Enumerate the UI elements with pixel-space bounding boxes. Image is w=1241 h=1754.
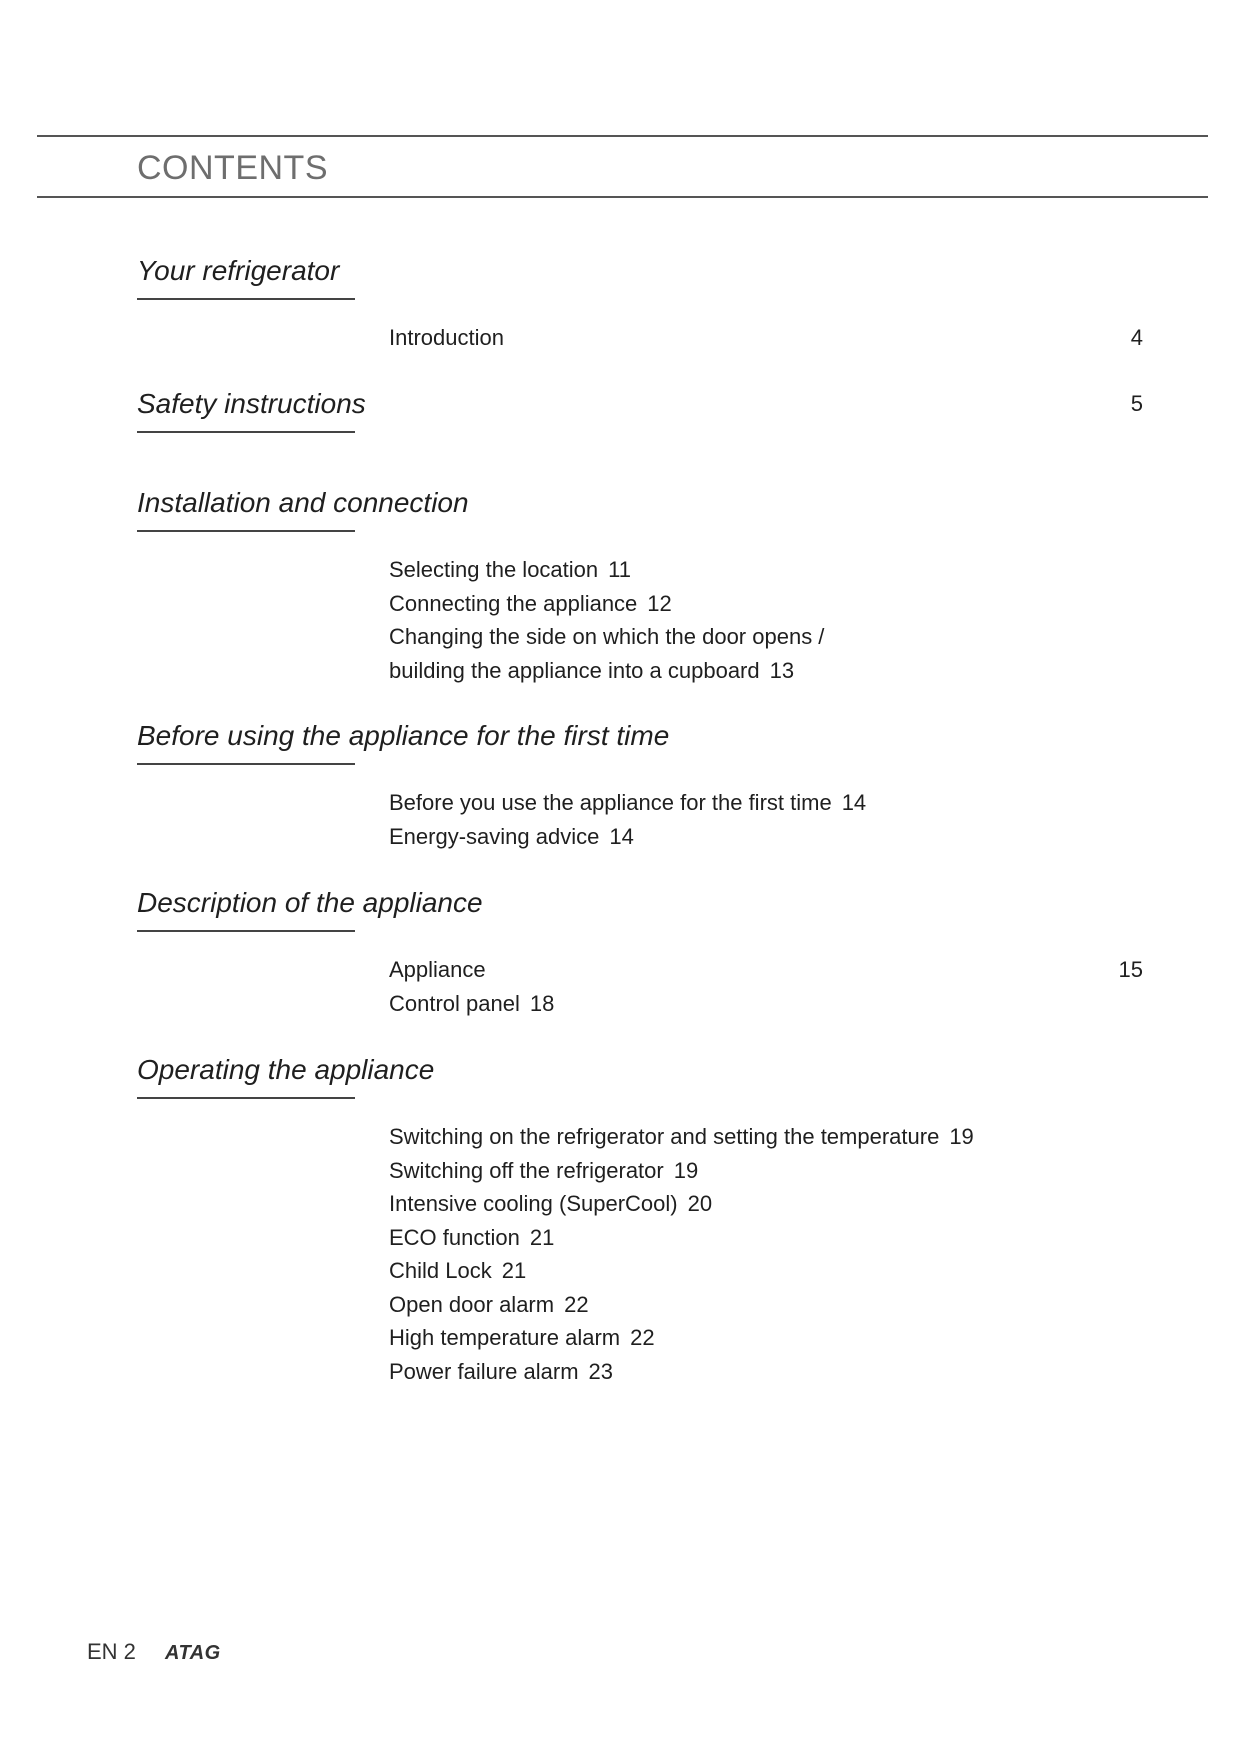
toc-entry-label: Switching off the refrigerator <box>389 1157 664 1183</box>
toc-entry-label: Changing the side on which the door opens / <box>389 624 825 649</box>
toc-entry[interactable] <box>389 1187 1149 1221</box>
section-heading: Before using the appliance for the first time <box>137 720 670 751</box>
toc-section-your-refrigerator <box>137 254 1137 300</box>
section-underline <box>137 431 355 433</box>
header-rule-top <box>37 135 1208 137</box>
section-underline <box>137 530 355 532</box>
toc-entry[interactable] <box>389 786 1149 820</box>
toc-entry[interactable] <box>389 1321 1149 1355</box>
toc-entry-page: 4 <box>1130 325 1143 350</box>
toc-entry[interactable] <box>389 1120 1149 1154</box>
toc-entry[interactable] <box>389 1355 1149 1389</box>
toc-entry[interactable] <box>389 1254 1149 1288</box>
section-heading: Safety instructions <box>137 388 366 419</box>
section-heading: Installation and connection <box>137 487 469 518</box>
toc-entry[interactable] <box>389 1154 1149 1188</box>
toc-entry[interactable] <box>389 953 1149 987</box>
section-underline <box>137 298 355 300</box>
toc-entry-label: building the appliance into a cupboard <box>389 657 760 683</box>
toc-entry[interactable] <box>389 1221 1149 1255</box>
toc-entry[interactable] <box>389 820 1149 854</box>
toc-entry-page: 21 <box>501 1258 527 1283</box>
section-underline <box>137 930 355 932</box>
toc-entry-page: 19 <box>673 1157 699 1183</box>
toc-entry-label: High temperature alarm <box>389 1325 621 1350</box>
toc-entry[interactable] <box>389 620 1149 654</box>
toc-entry[interactable] <box>389 654 1149 688</box>
toc-entry-page: 19 <box>949 1124 974 1149</box>
toc-entry-page: 14 <box>609 823 634 849</box>
page-title: CONTENTS <box>137 149 328 187</box>
section-heading: Your refrigerator <box>137 255 340 286</box>
toc-entry-label: Control panel <box>389 990 520 1016</box>
toc-entry-page: 15 <box>1118 957 1143 982</box>
toc-entry-page: 20 <box>687 1191 713 1216</box>
toc-entry-page: 22 <box>630 1325 655 1350</box>
toc-entry-label: Selecting the location <box>389 557 599 582</box>
toc-entry-label: Before you use the appliance for the first time <box>389 790 832 815</box>
section-underline <box>137 1097 355 1099</box>
footer-page-number: EN 2 <box>87 1639 136 1664</box>
toc-section-description <box>137 886 1137 932</box>
toc-entry[interactable] <box>389 587 1149 621</box>
toc-entry-page: 11 <box>608 557 631 582</box>
toc-entry-label: Connecting the appliance <box>389 590 638 616</box>
section-heading: Description of the appliance <box>137 887 483 918</box>
toc-section-safety-instructions[interactable] <box>137 387 1143 433</box>
toc-section-before-using <box>137 719 1137 765</box>
section-heading: Operating the appliance <box>137 1054 435 1085</box>
toc-entry-label: Power failure alarm <box>389 1358 579 1384</box>
toc-entry[interactable] <box>389 321 1149 355</box>
toc-entry-label: Introduction <box>389 325 504 350</box>
section-underline <box>137 763 355 765</box>
toc-entry-label: ECO function <box>389 1224 520 1250</box>
toc-entry-label: Appliance <box>389 957 486 982</box>
toc-section-operating <box>137 1053 1137 1099</box>
toc-entry-page: 14 <box>841 790 867 815</box>
section-page: 5 <box>1130 391 1143 416</box>
toc-entry-page: 23 <box>588 1358 613 1384</box>
toc-entry-label: Switching on the refrigerator and setting the temperature <box>389 1124 940 1149</box>
toc-entry-label: Child Lock <box>389 1258 492 1283</box>
toc-entry[interactable] <box>389 553 1149 587</box>
toc-entry[interactable] <box>389 1288 1149 1322</box>
toc-entry-page: 13 <box>769 657 795 683</box>
toc-entry[interactable] <box>389 987 1149 1021</box>
toc-section-installation <box>137 486 1137 532</box>
toc-entry-page: 21 <box>529 1224 555 1250</box>
toc-entry-label: Energy-saving advice <box>389 823 600 849</box>
toc-entry-page: 12 <box>647 590 672 616</box>
header-rule-bottom <box>37 196 1208 198</box>
toc-entry-page: 22 <box>564 1291 589 1317</box>
brand-logo: ATAG <box>165 1642 221 1664</box>
toc-entry-label: Open door alarm <box>389 1291 555 1317</box>
toc-entry-label: Intensive cooling (SuperCool) <box>389 1191 678 1216</box>
toc-entry-page: 18 <box>529 990 555 1016</box>
